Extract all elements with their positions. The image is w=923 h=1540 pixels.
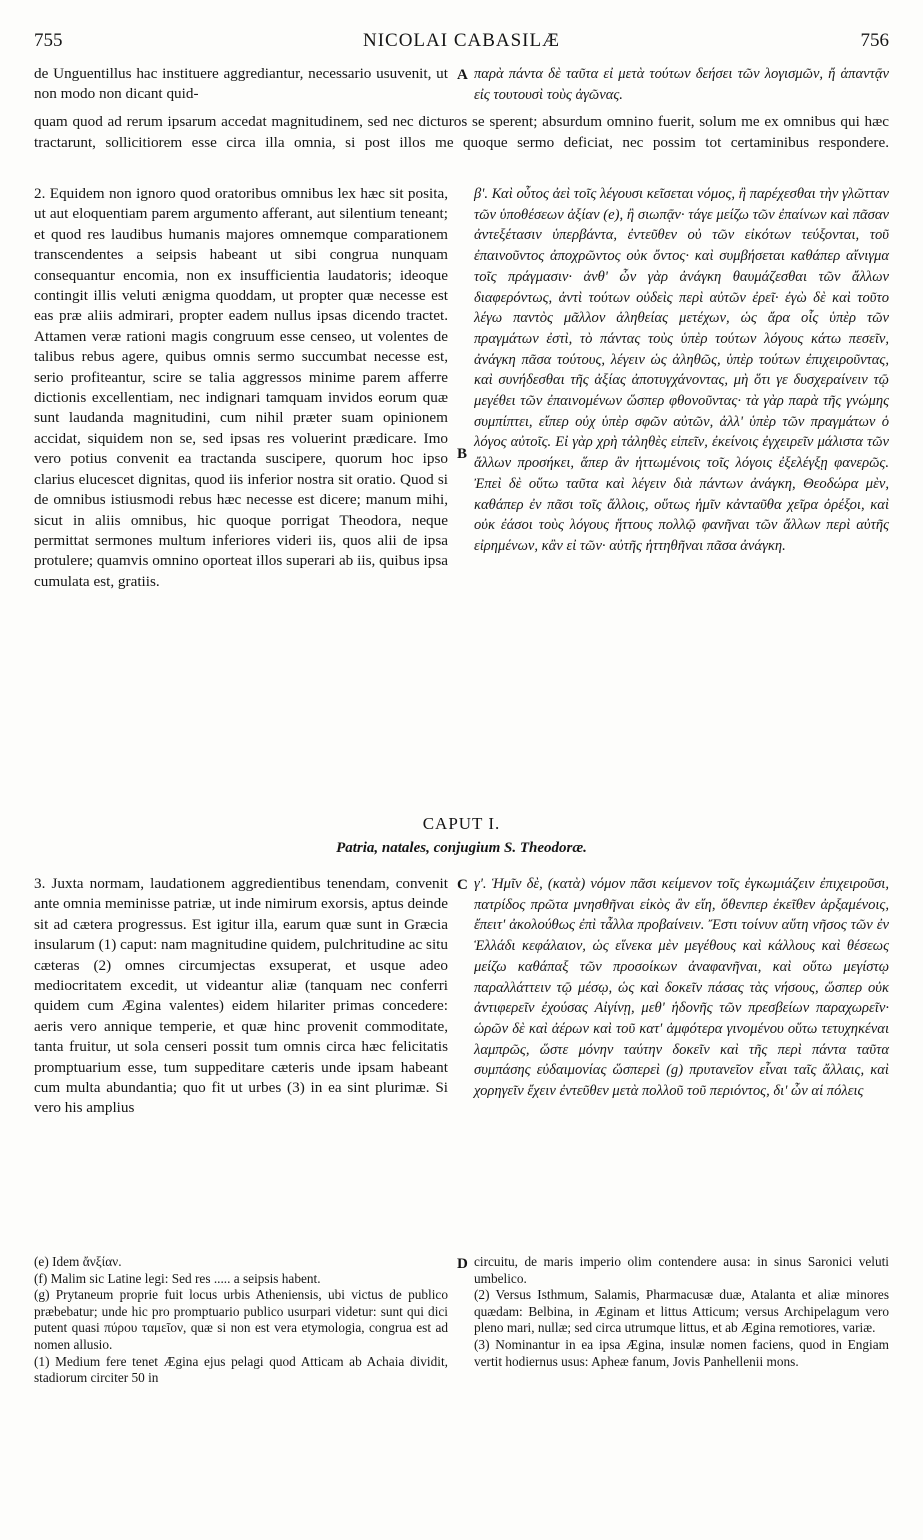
footnote-1-cont: circuitu, de maris imperio olim contendere ausa: in sinus Saronici veluti umbelico.	[474, 1254, 889, 1286]
footnote-2: (2) Versus Isthmum, Salamis, Pharmacusæ duæ, Atalanta et aliæ minores quædam: Belbina, in Æginam et littus Atticum; versus Archipelagum vero pleno mari, nullæ; sed circa utrumque littus, et ab Ægina remotiores, variæ.	[474, 1287, 889, 1336]
section2-greek: β'. Καὶ οὗτος ἀεὶ τοῖς λέγουσι κεῖσεται νόμος, ἢ παρέχεσθαι τὴν γλῶτταν τῶν ὑποθέσεων ἀξίαν (e), ἢ σιωπᾷν· τάγε μείζω τῶν ἐπαίνων καὶ πᾶσαν ἀντεξέτασιν ὑπερβάντα, ἐντεῦθεν οὐ τῶν εἰκότων τεύξονται, τοῦ ἐπαινοῦντος ἀποχρῶντος οὐκ ὄντος· καὶ συμβήσεται καθάπερ αἴνιγμα τοῖς πράγμασιν· ἀνθ' ὧν γὰρ ἀνάγκη θαυμάζεσθαι τῶν ἄλλων διαφερόντως, ἀντὶ τούτων οὐδεὶς περὶ αὐτῶν ἐρεῖ· ἐγὼ δὲ καὶ τοῦτο λέγω παντὸς μᾶλλον ἀληθείας μετέχων, ὡς ἄρα οἷς ὑπὲρ τῶν πραγμάτων ἐστὶ, τὸ πάντας τοὺς ὑπὲρ τούτων λόγους κάτω πεσεῖν, ἀνάγκη πᾶσα τούτους, λέγειν ὡς ἀληθῶς, ὑπὲρ τούτων ἐπιχειροῦντας, καὶ συνήδεσθαι τῆς ἀξίας ἀποτυγχάνοντας, μὴ ὅτι γε δυσχεραίνειν τῷ μεγέθει τῶν ἐπαινομένων ὥσπερ φθονοῦντας· τὰ γὰρ παρὰ τῆς γνώμης συμπίπτει, εἴπερ οὐχ ὑπὲρ σφῶν αὐτῶν, ἀλλ' ὑπὲρ τῶν πραγμάτων ὁ λόγος αὐτοῖς. Εἰ γὰρ χρὴ τἀληθὲς εἰπεῖν, ἐκείνοις ἐγχειρεῖν μάλιστα τῶν ἄλλων προσήκει, ἅπερ ἂν ἡττωμένοις τοῖς λόγοις ἐξελέγξῃ φανερῶς. Ἐπεὶ δὲ οὕτω ταῦτα καὶ λέγειν διὰ πάντων ἀνάγκη, Θεοδώρα μὲν, καθάπερ ἐν πᾶσι τοῖς ἄλλοις, οὕτως ἡμῖν κἀνταῦθα χεῖρα ὀρέξοι, καὶ οὐκ ἐάσοι τοὺς λόγους ἥττους πολλῷ φανῆναι τῶν ἄλλων περὶ αὐτῆς εἰρημένων, κἂν εἰ τῶν· αὐτῆς ἡττηθῆναι πᾶσα ἀνάγκη.	[474, 186, 890, 554]
page	[34, 30, 889, 1520]
footnotes-right	[474, 1254, 889, 1370]
marker-a: A	[457, 67, 468, 83]
footnote-e: (e) Idem ἄνξίαν.	[34, 1254, 122, 1269]
section3-latin: 3. Juxta normam, laudationem aggredientibus tenendam, convenit ante omnia meminisse patriæ, ut inde nimirum exorsis, aptus deinde sit ad cætera progressus. Est igitur illa, earum quæ sunt in Græcia insularum (1) caput: nam magnitudine quidem, pulchritudine ac situ cæteras (2) omnes circumjectas exsuperat, et usque adeo mediocritatem excedit, ut videantur aliæ (tanquam nec conferri quidem cum Ægina valentes) eidem hilariter primas concedere: aeris vero annique temperie, et quæ hinc provenit commoditate, tanta fruitur, ut sola censeri possit tum omnis circa hæc felicitatis promptuarium esse, tum suppeditare cæteris unde ipsam habeant cum multa abundantia; quo fit ut urbes (3) in ea sint plurimæ. Si vero his amplius	[34, 875, 448, 1117]
footnote-3: (3) Nominantur in ea ipsa Ægina, insulæ nomen faciens, quod in Engiam vertit hodiernus usus: Apheæ fanum, Jovis Panhellenii mons.	[474, 1336, 889, 1369]
footnote-1: (1) Medium fere tenet Ægina ejus pelagi quod Atticam ab Achaia dividit, stadiorum circiter 50 in	[34, 1353, 448, 1386]
marker-d: D	[457, 1256, 468, 1272]
running-header	[34, 30, 889, 54]
footnotes-left	[34, 1254, 448, 1387]
chapter-title: CAPUT I.	[422, 814, 501, 833]
running-title: NICOLAI CABASILÆ	[362, 30, 561, 51]
chapter-subtitle: Patria, natales, conjugium S. Theodoræ.	[336, 840, 587, 856]
page-number-left: 755	[34, 30, 63, 51]
section2-latin: 2. Equidem non ignoro quod oratoribus omnibus lex hæc sit posita, ut aut eloquentiam parem argumento afferant, aut silentium teneant; et quod res laudibus humanis majores omnemque comparationem transcendentes a seipsis habeant ut sibi congrua nunquam consequantur encomia, non ex insufficientia laudatoris; ideoque contingit illis veluti ænigma quoddam, ut propter quæ necesse est eas præ aliis admirari, propter eadem nullus ipsas dicendo tractet. Attamen veræ rationi magis congruum esse censeo, ut volentes de talibus rebus agere, quibus omnis sermo succumbat necesse est, serio profiteantur, scire se talia aggressos minime parem afferre dictionis excellentiam, nec indignari tamquam invidos eorum quæ sunt laudanda magnitudini, cum nihil præter suam opinionem accidat, siquidem non se, sed ipsas res voluerint prædicare. Imo vero potius convenit ea tractanda suscipere, quorum hoc ipso clarius elucescet dignitas, quod iis inferior nostra sit oratio. Quod si de omnibus istiusmodi rebus hæc necesse est dicere; manum mihi, sicut in aliis omnibus, hic quoque porrigat Theodora, neque permittat sermones multum inferiores videri iis, quos alii de ipsa protulere; quamvis omnino oporteat illos superari ab iis, quibus ipsa cumulata est, gratiis.	[34, 185, 448, 590]
marker-c: C	[457, 877, 468, 893]
intro-latin-top: de Unguentillus hac instituere aggrediantur, necessario usuvenit, ut non modo non dicant quid-	[34, 65, 448, 103]
intro-greek-top: παρὰ πάντα δὲ ταῦτα εἰ μετὰ τούτων δεήσει τῶν λογισμῶν, ἤ ἁπαντᾷν εἰς τουτουσὶ τοὺς ἀγῶνας.	[474, 66, 889, 103]
footnote-f: (f) Malim sic Latine legi: Sed res ..... a seipsis habent.	[34, 1270, 321, 1286]
intro-full-width: quam quod ad rerum ipsarum accedat magnitudinem, sed nec dicturos se sperent; absurdum omnino fuerit, solum me ex omnibus qui hæc tractarunt, sollicitiorem esse circa illa omnia, si post illos me quoque sermo deficiat, nec possim tot certaminibus respondere.	[34, 113, 889, 151]
marker-b: B	[457, 446, 468, 462]
section3-greek: γ'. Ἡμῖν δὲ, (κατὰ) νόμον πᾶσι κείμενον τοῖς ἐγκωμιάζειν ἐπιχειροῦσι, πατρίδος πρῶτα μνησθῆναι εἰκὸς ἂν εἴη, ὅθενπερ ἐκεῖθεν ἀρξαμένοις, ἔπειτ' ἀκολούθως ἐπὶ τἆλλα προβαίνειν. Ἔστι τοίνυν αὕτη νῆσος τῶν ἐν Ἑλλάδι κεφάλαιον, ὡς εἵνεκα μὲν μεγέθους καὶ κάλλους καὶ θέσεως μείζω καθάπαξ τῶν προσοίκων ἀναφανῆναι, καὶ οὕτω μεγίστῳ παραλλάττειν τῷ μέσῳ, ὡς καὶ δοκεῖν πάσας τὰς νήσους, ὥσπερ οὐκ ἀντιφερεῖν ἐχούσας Αἰγίνῃ, μεθ' ἡδονῆς τῶν πρεσβείων παραχωρεῖν· ὡρῶν δὲ καὶ ἀέρων καὶ τοῦ κατ' ἀμφότερα γινομένου οὕτω τετυχηκέναι λαμπρῶς, ὥστε μόνην ταύτην δοκεῖν καὶ τῆς περὶ πάντα ταῦτα συμπάσης εὐδαιμονίας ὥσπερεὶ (g) πρυτανεῖον εἶναι ταῖς ἄλλαις, καὶ χορηγεῖν ἔχειν ἐντεῦθεν μετὰ πολλοῦ τοῦ περιόντος, δι' ὧν αἱ πόλεις	[474, 876, 889, 1100]
footnote-g: (g) Prytaneum proprie fuit locus urbis Atheniensis, ubi victus de publico præbebatur; unde hic pro promptuario publico usurpari videtur: sunt qui dici putent quasi πύρου ταμεῖον, quæ si non est vera etymologia, congrua est ad nomen allusio.	[34, 1287, 448, 1352]
page-number-right: 756	[860, 30, 889, 51]
